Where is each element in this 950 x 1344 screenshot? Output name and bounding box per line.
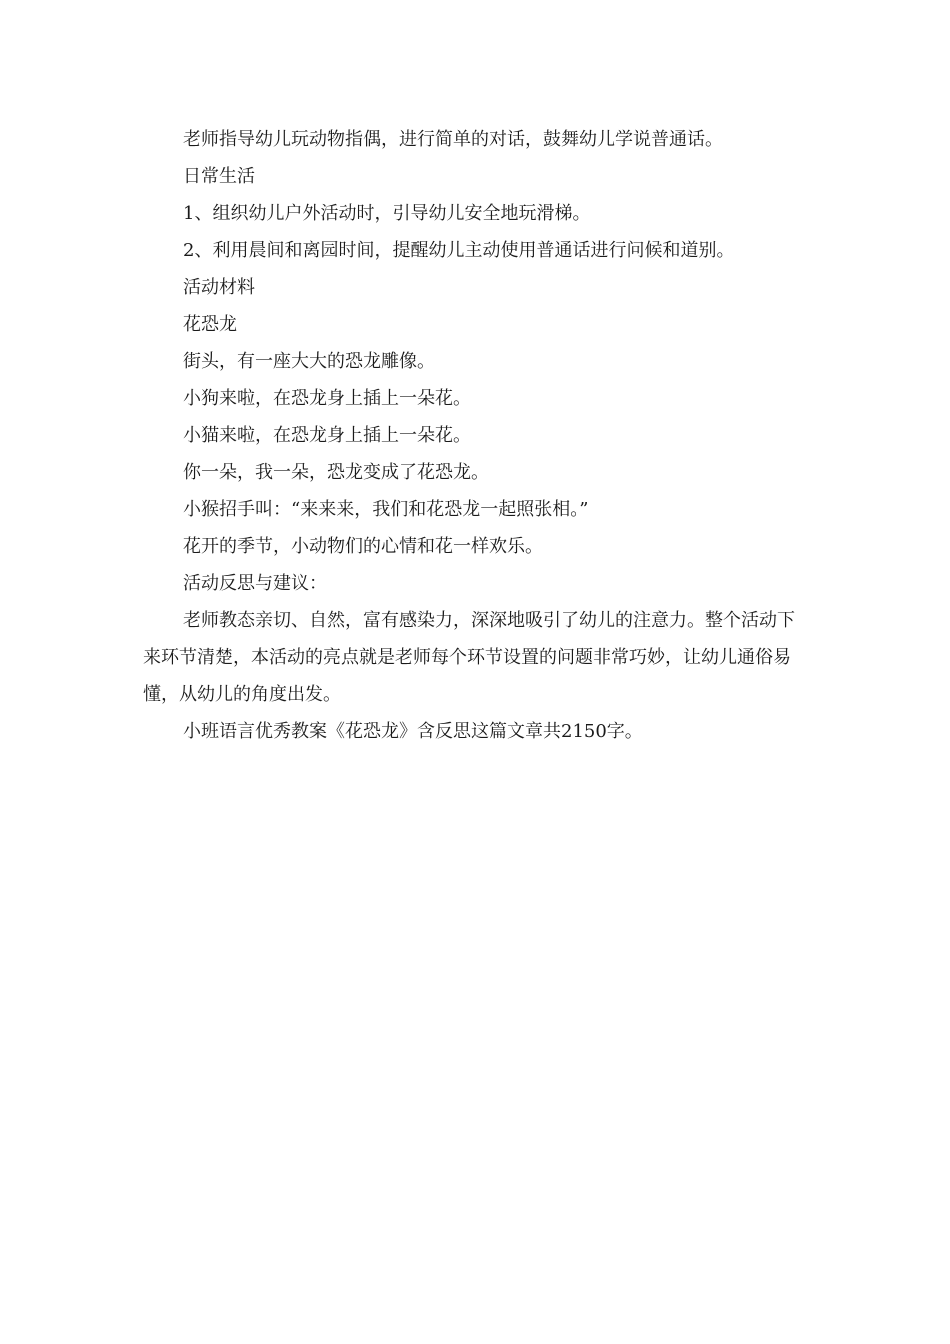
- paragraph-instruction: 老师指导幼儿玩动物指偶，进行简单的对话，鼓舞幼儿学说普通话。: [183, 129, 723, 150]
- paragraph-daily-life-1: 1、组织幼儿户外活动时，引导幼儿安全地玩滑梯。: [183, 203, 591, 224]
- story-title: 花恐龙: [183, 314, 237, 335]
- heading-daily-life: 日常生活: [183, 166, 255, 187]
- story-line: 你一朵，我一朵，恐龙变成了花恐龙。: [183, 462, 489, 483]
- paragraph-daily-life-2: 2、利用晨间和离园时间，提醒幼儿主动使用普通话进行问候和道别。: [183, 240, 735, 261]
- story-line: 小猫来啦，在恐龙身上插上一朵花。: [183, 425, 471, 446]
- story-line: 小猴招手叫：“来来来，我们和花恐龙一起照张相。”: [183, 499, 589, 520]
- paragraph-reflection: 老师教态亲切、自然，富有感染力，深深地吸引了幼儿的注意力。整个活动下来环节清楚，本活动的亮点就是老师每个环节设置的问题非常巧妙，让幼儿通俗易懂，从幼儿的角度出发。: [143, 610, 795, 705]
- heading-activity-materials: 活动材料: [183, 277, 255, 298]
- paragraph-word-count: 小班语言优秀教案《花恐龙》含反思这篇文章共2150字。: [183, 721, 643, 742]
- document-body: [143, 121, 798, 750]
- story-line: 小狗来啦，在恐龙身上插上一朵花。: [183, 388, 471, 409]
- story-line: 街头，有一座大大的恐龙雕像。: [183, 351, 435, 372]
- story-line: 花开的季节，小动物们的心情和花一样欢乐。: [183, 536, 543, 557]
- heading-reflection: 活动反思与建议：: [183, 573, 327, 594]
